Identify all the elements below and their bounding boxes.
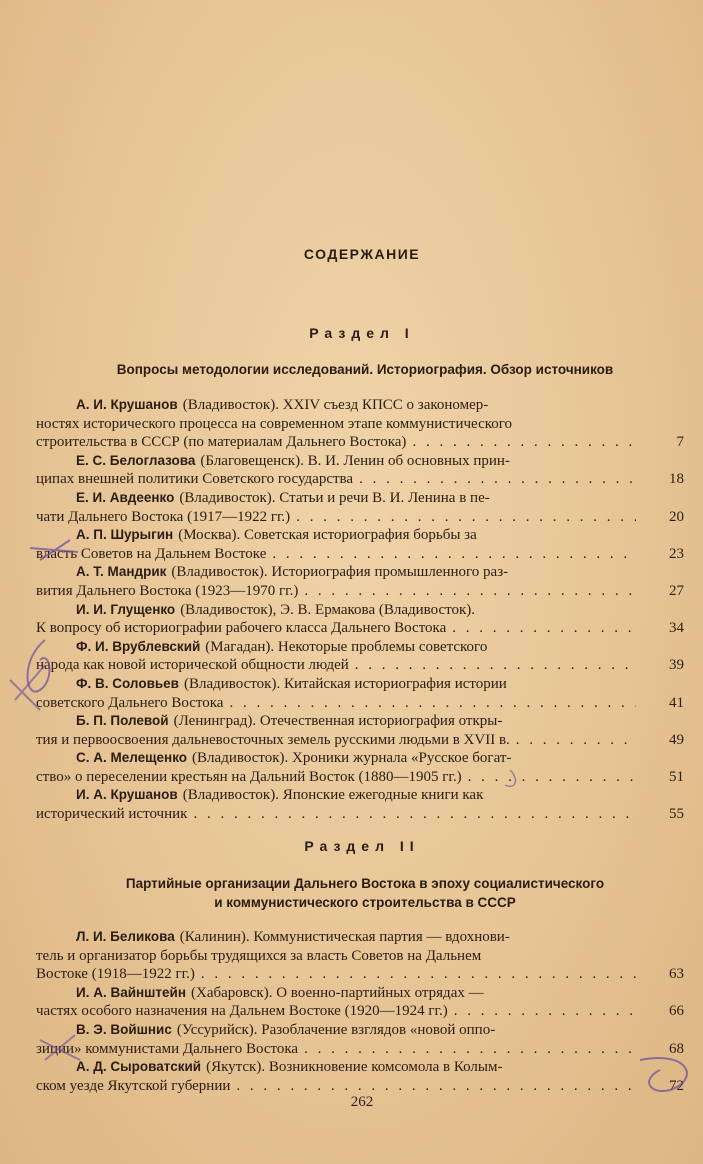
toc-entry-line (36, 656, 684, 675)
toc-entry-line (36, 582, 684, 601)
toc-entry-page: 63 (669, 966, 684, 983)
toc-entry-page: 34 (669, 620, 684, 637)
toc-entry-line (36, 749, 684, 768)
toc-entry-author: И. А. Крушанов (76, 787, 178, 803)
toc-entry-title: (Владивосток). Японские ежегодные книги как (182, 787, 484, 804)
toc-entry (36, 601, 684, 638)
toc-entry (36, 1058, 684, 1095)
toc-entry-title: (Владивосток). Статьи и речи В. И. Ленина в пе- (179, 489, 490, 506)
toc-entry-line (36, 452, 684, 471)
toc-entry-author: Л. И. Беликова (76, 929, 175, 944)
toc-entry (36, 675, 684, 712)
section-2-entries (36, 928, 684, 1095)
toc-entry-title: строительства в СССР (по материалам Дальнего Востока) (36, 434, 407, 451)
toc-entry-title: (Владивосток). Хроники журнала «Русское богат- (192, 750, 512, 767)
leader-dots (454, 1002, 636, 1021)
toc-entry-line (36, 601, 684, 620)
toc-entry-title: тия и первоосвоения дальневосточных земель русскими людьми в XVII в. (36, 731, 510, 748)
toc-entry (36, 489, 684, 526)
toc-entry-title: Востоке (1918—1922 гг.) (36, 966, 195, 983)
toc-entry-line (36, 1058, 684, 1077)
leader-dots (452, 619, 636, 638)
section-1-label: Раздел I (309, 325, 415, 341)
toc-entry-title: (Хабаровск). О военно-партийных отрядах — (191, 984, 484, 1001)
toc-entry-author: А. Д. Сыроватский (76, 1059, 202, 1075)
toc-entry-line (36, 786, 684, 805)
toc-entry-author: И. А. Вайнштейн (76, 984, 186, 1000)
leader-dots (193, 805, 636, 824)
toc-entry-title: исторический источник (36, 806, 188, 823)
section-2-heading (50, 874, 680, 912)
toc-entry-line (36, 1002, 684, 1021)
toc-entry-page: 18 (669, 471, 684, 488)
toc-entry-line (36, 508, 684, 527)
toc-entry-title: (Владивосток). XXIV съезд КПСС о закономер- (182, 397, 489, 413)
leader-dots (229, 694, 636, 713)
leader-dots (304, 1040, 636, 1059)
leader-dots (272, 545, 636, 564)
toc-entry-author: С. А. Мелещенко (76, 750, 188, 766)
toc-entry-line (36, 1021, 684, 1040)
section-2-label: Раздел II (304, 838, 420, 854)
toc-entry-title: народа как новой исторической общности людей (36, 657, 349, 674)
toc-entry (36, 749, 684, 786)
section-1-entries (36, 396, 684, 824)
leader-dots (355, 656, 636, 675)
toc-entry-line (36, 965, 684, 984)
toc-entry-title: власть Советов на Дальнем Востоке (36, 545, 267, 562)
toc-entry (36, 928, 684, 984)
toc-entry-line (36, 712, 684, 731)
toc-entry (36, 1021, 684, 1058)
toc-entry (36, 786, 684, 823)
toc-entry-author: Ф. И. Врублевский (76, 638, 201, 654)
page-title: СОДЕРЖАНИЕ (303, 246, 421, 262)
toc-entry-author: Е. И. Авдеенко (76, 489, 175, 505)
leader-dots (412, 433, 636, 452)
toc-entry-title: (Ленинград). Отечественная историография откры- (173, 713, 503, 730)
toc-entry-line (36, 947, 684, 966)
toc-entry-line (36, 984, 684, 1003)
toc-entry-line (36, 731, 684, 750)
toc-entry-title: чати Дальнего Востока (1917—1922 гг.) (36, 508, 291, 525)
toc-entry-line (36, 638, 684, 657)
toc-entry-author: И. И. Глущенко (76, 601, 176, 617)
leader-dots (516, 731, 636, 750)
toc-entry-title: (Магадан). Некоторые проблемы советского (205, 638, 488, 655)
toc-entry (36, 526, 684, 563)
toc-entry-title: ностях исторического процесса на современном этапе коммунистического (36, 415, 513, 432)
toc-entry (36, 638, 684, 675)
toc-entry-title: (Уссурийск). Разоблачение взглядов «новой оппо- (176, 1021, 496, 1038)
toc-entry-title: (Владивосток). Историография промышленного раз- (171, 564, 509, 581)
toc-entry-author: Б. П. Полевой (76, 713, 169, 729)
toc-entry-title: советского Дальнего Востока (36, 694, 224, 711)
toc-entry-title: (Благовещенск). В. И. Ленин об основных прин- (200, 452, 510, 469)
toc-entry-page: 66 (669, 1003, 684, 1020)
toc-entry-page: 27 (669, 582, 684, 599)
toc-entry-line (36, 415, 684, 434)
toc-entry (36, 396, 684, 452)
section-2-heading-line: Партийные организации Дальнего Востока в эпоху социалистического (125, 876, 605, 891)
toc-entry-line (36, 694, 684, 713)
toc-entry-line (36, 619, 684, 638)
section-1-heading-line: Вопросы методологии исследований. Историография. Обзор источников (116, 362, 614, 377)
toc-entry-line (36, 489, 684, 508)
toc-entry-line (36, 526, 684, 545)
toc-entry-line (36, 805, 684, 824)
toc-entry-title: К вопросу об историографии рабочего класса Дальнего Востока (36, 620, 447, 637)
leader-dots (304, 582, 636, 601)
toc-entry-author: А. Т. Мандрик (76, 564, 167, 580)
toc-entry-page: 55 (669, 806, 684, 823)
toc-entry-title: (Калинин). Коммунистическая партия — вдохнови- (179, 929, 510, 945)
leader-dots (201, 965, 636, 984)
toc-entry-title: (Владивосток). Китайская историография истории (183, 675, 507, 692)
toc-entry (36, 984, 684, 1021)
toc-entry-author: А. П. Шурыгин (76, 527, 174, 543)
toc-entry-author: В. Э. Войшнис (76, 1021, 172, 1037)
toc-entry-line (36, 545, 684, 564)
toc-entry-line (36, 470, 684, 489)
section-2-heading-line: и коммунистического строительства в СССР (214, 895, 516, 910)
toc-entry-page: 68 (669, 1040, 684, 1057)
toc-entry-title: ципах внешней политики Советского государства (36, 471, 354, 488)
toc-entry-line (36, 433, 684, 452)
toc-entry-title: (Владивосток), Э. В. Ермакова (Владивосток). (180, 601, 476, 618)
toc-entry-line (36, 396, 684, 415)
toc-entry-page: 39 (669, 657, 684, 674)
toc-entry-title: тель и организатор борьбы трудящихся за власть Советов на Дальнем (36, 947, 482, 964)
section-1-heading (50, 360, 680, 379)
toc-entry-title: ском уезде Якутской губернии (36, 1077, 231, 1094)
toc-entry-page: 20 (669, 508, 684, 525)
leader-dots (236, 1077, 636, 1096)
toc-entry-page: 7 (676, 434, 684, 451)
toc-entry-page: 72 (669, 1077, 684, 1094)
leader-dots (296, 508, 636, 527)
toc-entry-title: (Якутск). Возникновение комсомола в Колым- (206, 1059, 503, 1076)
toc-entry (36, 563, 684, 600)
toc-entry-line (36, 563, 684, 582)
toc-entry-page: 23 (669, 545, 684, 562)
toc-entry (36, 452, 684, 489)
toc-entry-author: А. И. Крушанов (76, 397, 178, 412)
toc-entry-title: зиции» коммунистами Дальнего Востока (36, 1040, 299, 1057)
toc-entry (36, 712, 684, 749)
toc-entry-author: Е. С. Белоглазова (76, 452, 196, 468)
toc-entry-line (36, 675, 684, 694)
toc-entry-line (36, 928, 684, 947)
toc-entry-author: Ф. В. Соловьев (76, 675, 179, 691)
page-number: 262 (350, 1094, 374, 1110)
toc-entry-page: 49 (669, 731, 684, 748)
toc-entry-title: частях особого назначения на Дальнем Востоке (1920—1924 гг.) (36, 1003, 448, 1020)
toc-entry-line (36, 1040, 684, 1059)
toc-entry-title: (Москва). Советская историография борьбы за (178, 527, 477, 544)
toc-entry-page: 51 (669, 768, 684, 785)
toc-entry-title: вития Дальнего Востока (1923—1970 гг.) (36, 582, 299, 599)
leader-dots (359, 470, 636, 489)
toc-entry-title: ство» о переселении крестьян на Дальний Восток (1880—1905 гг.) (36, 768, 462, 785)
leader-dots (468, 768, 636, 787)
toc-entry-line (36, 1077, 684, 1096)
toc-entry-line (36, 768, 684, 787)
toc-entry-page: 41 (669, 694, 684, 711)
